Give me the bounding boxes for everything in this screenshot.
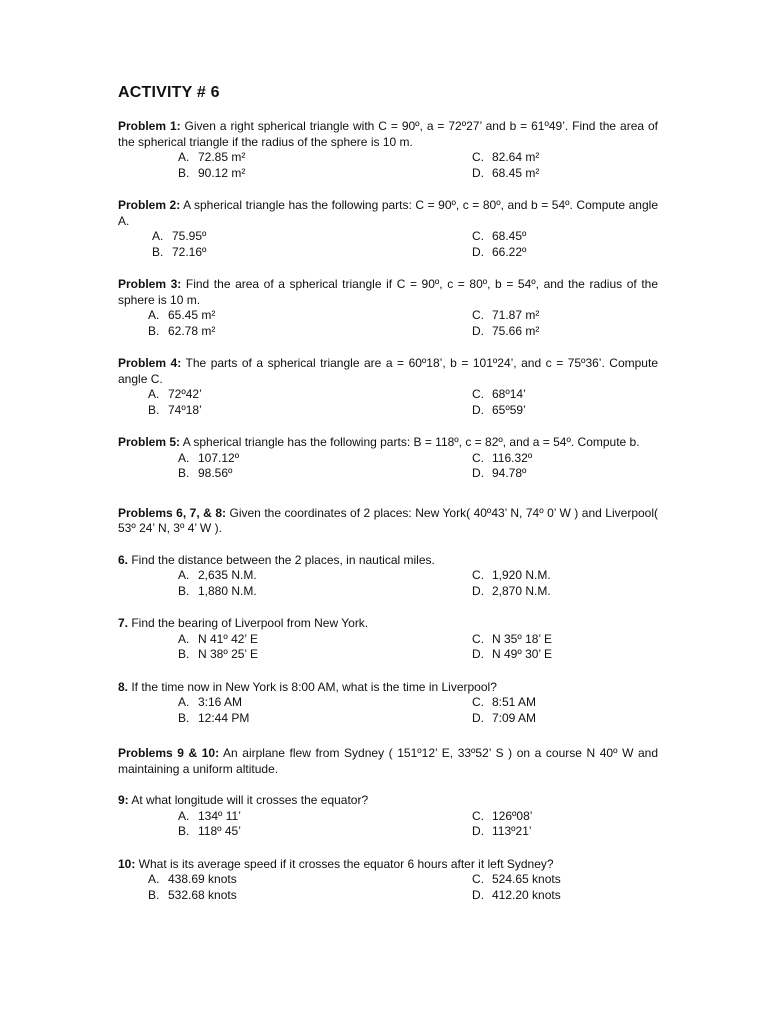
- choice-b: B. 62.78 m²: [148, 323, 216, 338]
- problem-text: Find the area of a spherical triangle if C = 90º, c = 80º, b = 54º, and the radius of the sphere is 10 m.: [118, 277, 659, 307]
- choice-row: [118, 403, 658, 419]
- choice-c: C. 8:51 AM: [472, 695, 537, 709]
- choice-c: C. 68º14’: [472, 387, 526, 401]
- choice-b: B. N 38º 25’ E: [178, 647, 258, 661]
- problem-stem: [118, 356, 658, 387]
- choice-d: D. 75.66 m²: [472, 323, 540, 338]
- choice-c: C. N 35º 18’ E: [472, 631, 552, 646]
- problem-label: Problem 5:: [118, 435, 181, 449]
- choice-row: [118, 466, 658, 482]
- problem-label: Problems 9 & 10:: [118, 746, 220, 760]
- choice-row: [118, 308, 658, 324]
- choice-c: C. 68.45º: [472, 229, 527, 243]
- problem-5: [118, 435, 658, 482]
- problem-6: [118, 553, 658, 600]
- choice-row: [118, 568, 658, 584]
- problem-text: An airplane flew from Sydney ( 151º12’ E, 33º52’ S ) on a course N 40º W and maintaining a uniform altitude.: [118, 746, 658, 776]
- problem-text: Find the bearing of Liverpool from New York.: [128, 616, 369, 630]
- problem-9: [118, 793, 658, 840]
- problems-6-7-8-intro: [118, 506, 658, 537]
- choice-a: A. 72.85 m²: [178, 150, 246, 164]
- problem-stem: [118, 553, 658, 569]
- problem-4: [118, 356, 658, 418]
- problem-3: [118, 277, 658, 339]
- choice-b: B. 72.16º: [152, 244, 207, 259]
- choice-b: B. 98.56º: [178, 466, 233, 480]
- problem-10: [118, 857, 658, 904]
- problem-stem: [118, 119, 658, 150]
- choice-b: B. 118º 45’: [178, 824, 241, 838]
- problem-stem: [118, 506, 658, 537]
- choice-row: [118, 166, 658, 182]
- page-title: ACTIVITY # 6: [118, 84, 220, 101]
- problem-text: Given a right spherical triangle with C = 90º, a = 72º27’ and b = 61º49’. Find the area of the spherical triangle if the radius of the sphere is 10 m.: [118, 119, 658, 149]
- problem-label: 7.: [118, 616, 129, 630]
- choice-a: A. 65.45 m²: [148, 308, 216, 322]
- problem-text: A spherical triangle has the following parts: C = 90º, c = 80º, and b = 54º. Compute angle A.: [118, 198, 658, 228]
- choice-a: A. 2,635 N.M.: [178, 568, 257, 582]
- choice-d: D. 113º21’: [472, 824, 532, 838]
- choice-d: D. N 49º 30’ E: [472, 647, 552, 661]
- choice-a: A. 438.69 knots: [148, 872, 237, 886]
- activity-sheet: [118, 84, 658, 920]
- problem-text: A spherical triangle has the following parts: B = 118º, c = 82º, and a = 54º. Compute b.: [180, 435, 640, 449]
- choice-c: C. 126º08’: [472, 808, 533, 823]
- choice-b: B. 90.12 m²: [178, 165, 246, 180]
- problem-2: [118, 198, 658, 260]
- problem-text: At what longitude will it crosses the equator?: [128, 793, 369, 807]
- choice-d: D. 412.20 knots: [472, 887, 561, 902]
- choice-row: [118, 229, 658, 245]
- problem-label: Problem 2:: [118, 198, 181, 212]
- choice-d: D. 65º59’: [472, 402, 526, 417]
- choice-a: A. 134º 11’: [178, 808, 241, 823]
- problem-label: Problem 4:: [118, 356, 182, 370]
- choice-d: D. 94.78º: [472, 466, 527, 480]
- choice-c: C. 116.32º: [472, 450, 533, 465]
- choice-row: [118, 809, 658, 825]
- choice-row: [118, 324, 658, 340]
- choice-d: D. 2,870 N.M.: [472, 583, 551, 598]
- choice-a: A. 3:16 AM: [178, 695, 243, 709]
- problem-stem: [118, 746, 658, 777]
- choice-d: D. 7:09 AM: [472, 710, 537, 725]
- choice-row: [118, 888, 658, 904]
- problem-text: If the time now in New York is 8:00 AM, what is the time in Liverpool?: [128, 679, 497, 694]
- choice-row: [118, 584, 658, 600]
- choice-row: [118, 711, 658, 727]
- problem-1: [118, 119, 658, 181]
- choice-b: B. 532.68 knots: [148, 887, 237, 902]
- choice-row: [118, 245, 658, 261]
- problem-stem: [118, 616, 658, 632]
- choice-row: [118, 824, 658, 840]
- choice-row: [118, 695, 658, 711]
- problem-label: Problems 6, 7, & 8:: [118, 505, 227, 520]
- choice-c: C. 82.64 m²: [472, 150, 540, 164]
- problem-text: Find the distance between the 2 places, in nautical miles.: [128, 552, 435, 567]
- choice-a: A. 107.12º: [178, 450, 240, 465]
- choice-row: [118, 872, 658, 888]
- problem-stem: [118, 857, 658, 873]
- choice-a: A. N 41º 42’ E: [178, 631, 258, 646]
- problem-label: 6.: [118, 552, 129, 567]
- choice-d: D. 66.22º: [472, 244, 527, 259]
- problem-text: What is its average speed if it crosses the equator 6 hours after it left Sydney?: [135, 856, 554, 871]
- choice-a: A. 75.95º: [152, 229, 207, 243]
- problem-label: Problem 1:: [118, 119, 181, 133]
- choice-b: B. 12:44 PM: [178, 710, 250, 725]
- problem-text: Given the coordinates of 2 places: New York( 40º43’ N, 74º 0’ W ) and Liverpool( 53º 24’ N, 3º 4’ W ).: [118, 505, 658, 535]
- problem-stem: [118, 793, 658, 809]
- problem-8: [118, 680, 658, 727]
- choice-b: B. 1,880 N.M.: [178, 583, 257, 598]
- choice-row: [118, 150, 658, 166]
- choice-d: D. 68.45 m²: [472, 165, 540, 180]
- problem-stem: [118, 435, 658, 451]
- choice-b: B. 74º18’: [148, 402, 202, 417]
- choice-row: [118, 632, 658, 648]
- problem-stem: [118, 198, 658, 229]
- problem-label: 8.: [118, 679, 129, 694]
- problems-9-10-intro: [118, 746, 658, 777]
- problem-stem: [118, 680, 658, 696]
- choice-row: [118, 387, 658, 403]
- choice-row: [118, 451, 658, 467]
- problem-label: 9:: [118, 793, 129, 807]
- choice-c: C. 524.65 knots: [472, 872, 561, 886]
- problem-label: 10:: [118, 856, 136, 871]
- choice-a: A. 72º42’: [148, 387, 202, 401]
- choice-c: C. 71.87 m²: [472, 308, 540, 322]
- problem-stem: [118, 277, 658, 308]
- choice-c: C. 1,920 N.M.: [472, 568, 551, 582]
- problem-text: The parts of a spherical triangle are a = 60º18’, b = 101º24’, and c = 75º36’. Compute angle C.: [118, 356, 658, 386]
- problem-7: [118, 616, 658, 663]
- choice-row: [118, 647, 658, 663]
- problem-label: Problem 3:: [118, 277, 182, 291]
